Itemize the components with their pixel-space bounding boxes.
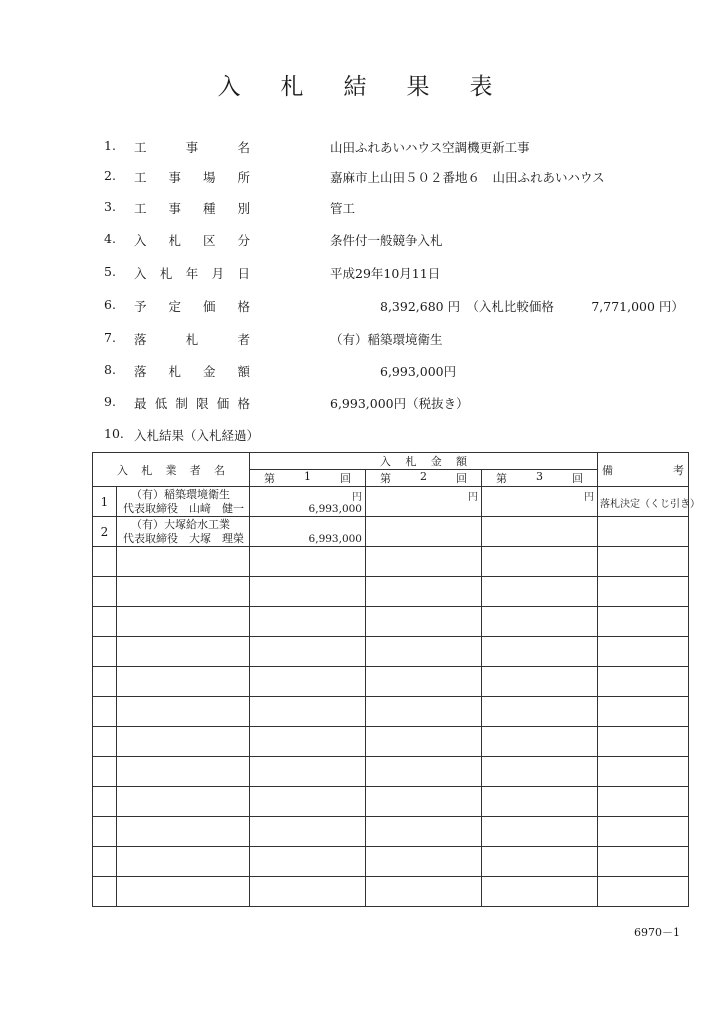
- table-row-empty: [93, 697, 689, 727]
- empty-cell: [598, 547, 689, 577]
- document-code: 6970－1: [634, 926, 680, 939]
- bid-number: 2: [93, 517, 117, 547]
- info-number: 10.: [104, 426, 124, 441]
- empty-cell: [598, 757, 689, 787]
- table-row: [93, 517, 689, 547]
- header-bidder-char: 入: [117, 463, 128, 477]
- info-label: [134, 362, 250, 380]
- header-round-char: 1: [304, 470, 311, 483]
- empty-cell: [366, 697, 482, 727]
- empty-cell: [598, 877, 689, 907]
- info-row: [0, 426, 720, 446]
- empty-cell: [117, 637, 250, 667]
- header-round-2: [366, 470, 482, 487]
- empty-cell: [366, 817, 482, 847]
- info-label: [134, 138, 250, 156]
- empty-cell: [117, 817, 250, 847]
- header-amount-char: 金: [430, 455, 442, 468]
- representative: 代表取締役 大塚 理榮: [123, 532, 244, 545]
- amount-value: 6,993,000: [308, 533, 362, 545]
- header-bidder-char: 札: [141, 463, 153, 477]
- empty-cell: [598, 727, 689, 757]
- info-label: [134, 264, 250, 282]
- empty-cell: [117, 577, 250, 607]
- empty-cell: [250, 607, 366, 637]
- header-remark: [598, 453, 689, 487]
- info-value: （有）稲築環境衛生: [330, 332, 443, 347]
- company-name: （有）稲築環境衛生: [131, 488, 230, 501]
- info-label-char: 札: [159, 266, 173, 281]
- info-label-char: 分: [237, 233, 250, 248]
- info-label-char: 名: [237, 140, 250, 155]
- bid-results-table: [92, 452, 701, 907]
- header-bid-amount: [250, 453, 598, 470]
- header-round-char: 第: [380, 472, 391, 485]
- table-row-empty: [93, 547, 689, 577]
- info-label-char: 入: [134, 266, 147, 281]
- remark: [598, 517, 689, 547]
- empty-cell: [598, 607, 689, 637]
- header-round-char: 2: [420, 470, 427, 483]
- empty-cell: [250, 877, 366, 907]
- empty-cell: [366, 667, 482, 697]
- info-label-char: 入: [134, 233, 147, 248]
- empty-cell: [598, 787, 689, 817]
- info-row: [0, 168, 720, 188]
- empty-cell: [366, 787, 482, 817]
- empty-cell: [93, 547, 117, 577]
- bid-amount-round-2: [366, 517, 482, 547]
- header-round-char: 第: [264, 472, 275, 485]
- info-value: 条件付一般競争入札: [330, 233, 443, 248]
- empty-cell: [93, 847, 117, 877]
- header-bidder-char: 業: [165, 463, 177, 477]
- table-row-empty: [93, 877, 689, 907]
- empty-cell: [482, 847, 598, 877]
- info-label-char: 最: [134, 396, 147, 411]
- info-row: [0, 394, 720, 414]
- info-label-char: 事: [168, 170, 181, 185]
- info-label-char: 価: [216, 396, 230, 411]
- info-label-char: 定: [168, 299, 181, 314]
- info-label-char: 場: [202, 170, 216, 185]
- info-label-char: 低: [154, 396, 168, 411]
- empty-cell: [93, 667, 117, 697]
- info-label-char: 月: [211, 266, 225, 281]
- empty-cell: [250, 577, 366, 607]
- info-label-char: 額: [237, 364, 250, 379]
- header-amount-char: 額: [456, 455, 468, 468]
- table-row-empty: [93, 847, 689, 877]
- empty-cell: [482, 877, 598, 907]
- empty-cell: [93, 817, 117, 847]
- info-label-char: 事: [185, 140, 199, 155]
- info-label-char: 金: [202, 364, 216, 379]
- table-row-empty: [93, 817, 689, 847]
- header-bidder-char: 名: [214, 463, 225, 477]
- empty-cell: [117, 847, 250, 877]
- table-row-empty: [93, 577, 689, 607]
- info-row: [0, 330, 720, 350]
- empty-cell: [117, 547, 250, 577]
- header-round-char: 回: [340, 472, 351, 485]
- info-value: 山田ふれあいハウス空調機更新工事: [330, 140, 530, 155]
- empty-cell: [482, 757, 598, 787]
- empty-cell: [93, 577, 117, 607]
- bid-amount-round-1: [250, 517, 366, 547]
- empty-cell: [598, 577, 689, 607]
- info-row: [0, 362, 720, 382]
- info-label: [134, 330, 250, 348]
- representative: 代表取締役 山﨑 健一: [123, 502, 244, 515]
- info-label: 入札結果（入札経過）: [134, 428, 260, 443]
- info-label-char: 札: [168, 364, 181, 379]
- empty-cell: [250, 637, 366, 667]
- info-label: [134, 297, 250, 315]
- empty-cell: [250, 547, 366, 577]
- info-label-char: 格: [237, 299, 250, 314]
- empty-cell: [366, 847, 482, 877]
- empty-cell: [250, 697, 366, 727]
- empty-cell: [117, 697, 250, 727]
- header-round-1: [250, 470, 366, 487]
- table-row-empty: [93, 787, 689, 817]
- empty-cell: [482, 727, 598, 757]
- info-label-char: 限: [196, 396, 209, 411]
- empty-cell: [598, 817, 689, 847]
- header-bidder-name: [93, 453, 250, 487]
- empty-cell: [250, 727, 366, 757]
- info-label-char: 格: [237, 396, 250, 411]
- yen-unit: 円: [352, 492, 362, 503]
- empty-cell: [93, 697, 117, 727]
- info-number: 4.: [104, 231, 116, 246]
- info-value: 嘉麻市上山田５０２番地６ 山田ふれあいハウス: [330, 170, 605, 185]
- empty-cell: [482, 607, 598, 637]
- info-number: 8.: [104, 362, 116, 377]
- info-label-char: 区: [202, 233, 216, 248]
- empty-cell: [93, 757, 117, 787]
- empty-cell: [482, 577, 598, 607]
- info-row: [0, 138, 720, 158]
- yen-unit: 円: [584, 492, 595, 503]
- empty-cell: [93, 607, 117, 637]
- empty-cell: [482, 547, 598, 577]
- empty-cell: [117, 667, 250, 697]
- info-label: [134, 168, 250, 186]
- info-label-char: 所: [237, 170, 250, 185]
- header-amount-char: 入: [380, 455, 391, 468]
- empty-cell: [366, 637, 482, 667]
- info-value: 8,392,680 円 （入札比較価格 7,771,000 円）: [330, 299, 684, 314]
- empty-cell: [117, 757, 250, 787]
- empty-cell: [93, 787, 117, 817]
- empty-cell: [482, 817, 598, 847]
- empty-cell: [93, 637, 117, 667]
- info-row: [0, 297, 720, 317]
- empty-cell: [250, 667, 366, 697]
- empty-cell: [366, 607, 482, 637]
- bid-amount-round-3: [482, 517, 598, 547]
- info-label-char: 落: [134, 332, 147, 347]
- empty-cell: [93, 727, 117, 757]
- empty-cell: [93, 877, 117, 907]
- empty-cell: [117, 877, 250, 907]
- info-number: 3.: [104, 199, 116, 214]
- empty-cell: [250, 847, 366, 877]
- info-label-char: 年: [185, 266, 199, 281]
- info-label: [134, 231, 250, 249]
- info-label-char: 工: [134, 140, 147, 155]
- empty-cell: [598, 637, 689, 667]
- empty-cell: [250, 787, 366, 817]
- empty-cell: [482, 697, 598, 727]
- empty-cell: [366, 547, 482, 577]
- empty-cell: [250, 757, 366, 787]
- info-label-char: 落: [134, 364, 147, 379]
- table-row-empty: [93, 667, 689, 697]
- empty-cell: [598, 847, 689, 877]
- info-value: 6,993,000円: [330, 364, 457, 379]
- empty-cell: [366, 727, 482, 757]
- empty-cell: [482, 637, 598, 667]
- info-label-char: 札: [185, 332, 199, 347]
- header-remark-char: 備: [602, 463, 614, 477]
- info-label-char: 別: [237, 201, 250, 216]
- yen-unit: 円: [468, 492, 478, 503]
- info-label-char: 価: [202, 299, 216, 314]
- empty-cell: [482, 787, 598, 817]
- info-number: 6.: [104, 297, 116, 312]
- info-number: 2.: [104, 168, 116, 183]
- page-title: 入札結果表: [217, 74, 533, 100]
- info-row: [0, 264, 720, 284]
- info-number: 1.: [104, 138, 116, 153]
- empty-cell: [117, 787, 250, 817]
- empty-cell: [482, 667, 598, 697]
- info-label: [134, 394, 250, 412]
- bid-amount-round-1: [250, 487, 366, 517]
- header-remark-char: 考: [673, 463, 685, 477]
- table-row-empty: [93, 727, 689, 757]
- table-row-empty: [93, 757, 689, 787]
- info-label-char: 制: [175, 396, 188, 411]
- info-number: 9.: [104, 394, 116, 409]
- info-label-char: 工: [134, 201, 147, 216]
- empty-cell: [117, 607, 250, 637]
- info-label-char: 予: [134, 299, 147, 314]
- bid-number: 1: [93, 487, 117, 517]
- empty-cell: [598, 697, 689, 727]
- empty-cell: [117, 727, 250, 757]
- info-label-char: 種: [202, 201, 216, 216]
- table-row-empty: [93, 637, 689, 667]
- info-value: 管工: [330, 201, 356, 216]
- info-label-char: 日: [237, 266, 250, 281]
- info-value: 平成29年10月11日: [330, 266, 441, 281]
- header-round-char: 第: [496, 472, 507, 485]
- empty-cell: [598, 667, 689, 697]
- info-value: 6,993,000円（税抜き）: [330, 396, 469, 411]
- bid-amount-round-2: [366, 487, 482, 517]
- info-label-char: 札: [168, 233, 181, 248]
- header-round-char: 3: [536, 470, 544, 483]
- info-row: [0, 231, 720, 251]
- info-number: 7.: [104, 330, 116, 345]
- company-name: （有）大塚給水工業: [131, 518, 230, 531]
- header-round-3: [482, 470, 598, 487]
- remark: 落札決定（くじ引き）: [598, 487, 689, 517]
- table-row: [93, 487, 689, 517]
- info-label-char: 工: [134, 170, 147, 185]
- info-number: 5.: [104, 264, 116, 279]
- bid-amount-round-3: [482, 487, 598, 517]
- amount-value: 6,993,000: [308, 503, 362, 515]
- empty-cell: [250, 817, 366, 847]
- empty-cell: [366, 757, 482, 787]
- empty-cell: [366, 877, 482, 907]
- header-amount-char: 札: [405, 455, 417, 468]
- info-label: [134, 199, 250, 217]
- bidder-name: [117, 517, 250, 547]
- info-label-char: 事: [168, 201, 181, 216]
- header-bidder-char: 者: [189, 463, 201, 477]
- empty-cell: [366, 577, 482, 607]
- info-label-char: 者: [237, 332, 250, 347]
- header-round-char: 回: [572, 472, 584, 485]
- header-round-char: 回: [456, 472, 467, 485]
- bidder-name: [117, 487, 250, 517]
- table-row-empty: [93, 607, 689, 637]
- info-row: [0, 199, 720, 219]
